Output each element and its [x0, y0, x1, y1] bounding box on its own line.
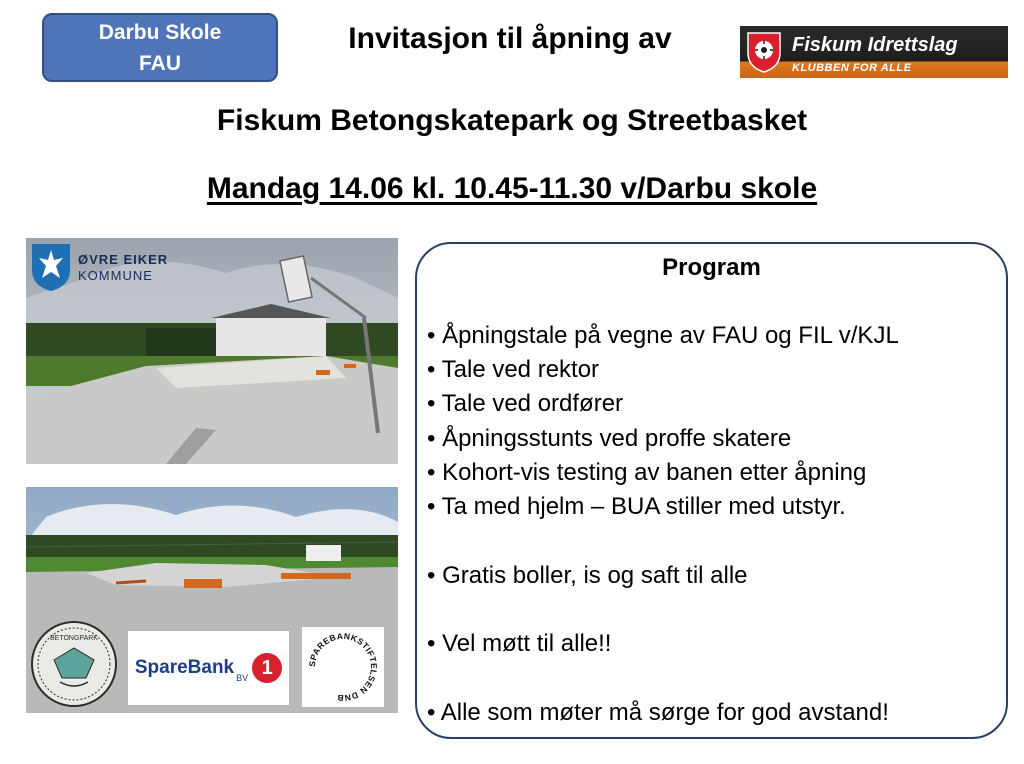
- program-item: • Tale ved ordfører: [427, 390, 624, 417]
- program-item: • Åpningstale på vegne av FAU og FIL v/KJL: [427, 322, 899, 349]
- program-item: • Tale ved rektor: [427, 356, 600, 383]
- fau-line2: FAU: [139, 51, 181, 75]
- title-line1: Invitasjon til åpning av: [348, 22, 672, 55]
- sparebankstiftelsen-dnb-logo: [302, 627, 384, 707]
- kommune-line2: KOMMUNE: [78, 268, 153, 283]
- fiskum-idrettslag-logo: [740, 26, 1008, 78]
- program-item: • Kohort-vis testing av banen etter åpning: [427, 459, 867, 486]
- ovre-eiker-shield-icon: [30, 242, 72, 292]
- title-date-text: Mandag 14.06 kl. 10.45-11.30 v/Darbu skole: [206, 172, 818, 205]
- fil-crest-icon: [745, 29, 783, 73]
- program-title: Program: [662, 254, 761, 281]
- program-item: • Gratis boller, is og saft til alle: [427, 562, 748, 589]
- sparebank1-logo: [128, 631, 289, 705]
- betongpark-logo: [30, 620, 118, 708]
- fil-tagline: KLUBBEN FOR ALLE: [792, 62, 912, 74]
- fau-line1: Darbu Skole: [98, 20, 222, 44]
- sparebank-bv-text: BV: [236, 673, 249, 683]
- ovre-eiker-logo: [30, 242, 168, 292]
- program-item: • Alle som møter må sørge for god avstand!: [427, 699, 889, 726]
- svg-text:SPAREBANKSTIFTELSEN DNB: [307, 631, 379, 703]
- program-item: • Ta med hjelm – BUA stiller med utstyr.: [427, 493, 846, 520]
- kommune-line1: ØVRE EIKER: [78, 252, 169, 267]
- title-date: [80, 172, 944, 206]
- dnb-circle-text: SPAREBANKSTIFTELSEN DNB: [306, 630, 380, 704]
- sparebank-one-icon: 1: [252, 653, 282, 683]
- title-line2: Fiskum Betongskatepark og Streetbasket: [216, 104, 808, 137]
- fil-name: Fiskum Idrettslag: [792, 34, 958, 56]
- program-item: • Åpningsstunts ved proffe skatere: [427, 425, 792, 452]
- sparebank-text: SpareBank: [134, 657, 235, 678]
- betongpark-text: BETONGPARK: [50, 635, 98, 642]
- program-item: • Vel møtt til alle!!: [427, 630, 612, 657]
- fau-label-box: [42, 13, 278, 82]
- skatepark-photo-1: [26, 238, 398, 464]
- program-box: [415, 242, 1008, 739]
